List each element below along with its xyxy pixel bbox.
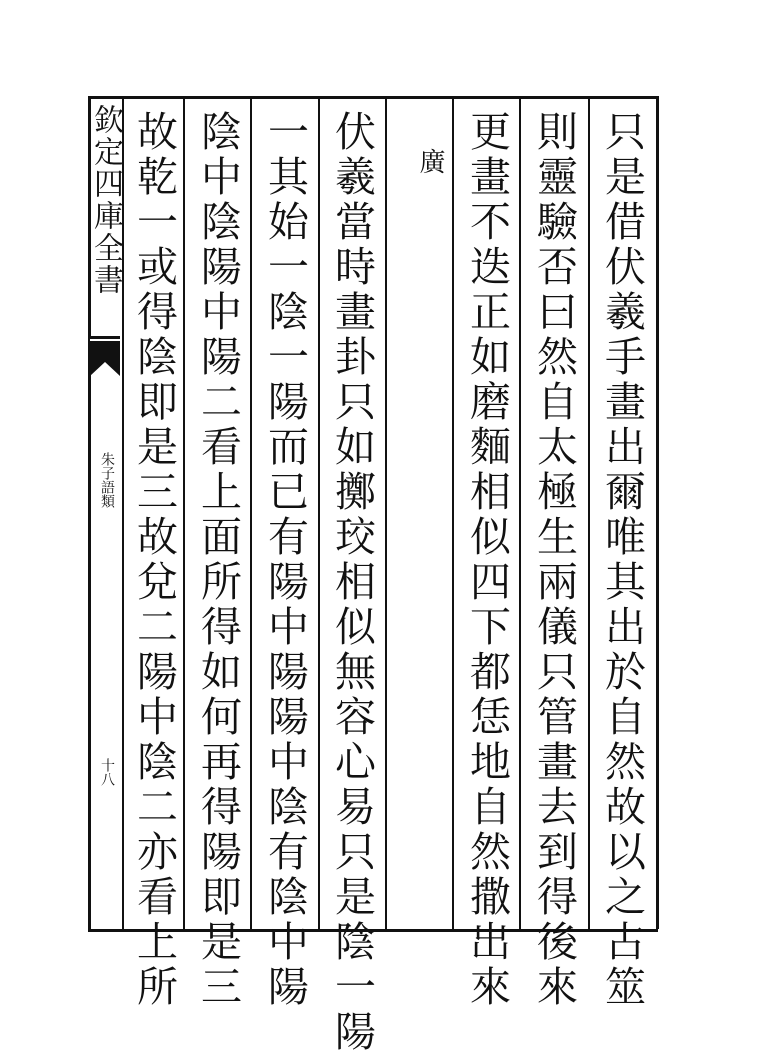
column-rule — [385, 96, 387, 929]
column-rule — [519, 96, 521, 929]
column-rule — [250, 96, 252, 929]
text-column: 故乾一或得陰即是三故兌二陽中陰二亦看上所 — [130, 110, 178, 1010]
column-rule — [318, 96, 320, 929]
collection-title: 欽定四庫全書 — [88, 104, 123, 296]
fishtail-mark-icon — [90, 336, 120, 376]
column-rule — [588, 96, 590, 929]
page-number: 十八 — [99, 758, 115, 786]
text-column: 則靈驗否曰然自太極生兩儀只管畫去到得後來 — [530, 110, 578, 1010]
text-column: 一其始一陰一陽而已有陽中陽陽中陰有陰中陽 — [261, 110, 309, 1010]
frame-right-rule — [656, 96, 659, 929]
text-column: 更畫不迭正如磨麵相似四下都恁地自然撒出來 — [463, 110, 511, 1010]
text-column: 伏羲當時畫卦只如擲珓相似無容心易只是陰一陽 — [328, 110, 376, 1055]
text-column: 陰中陰陽中陽二看上面所得如何再得陽即是三 — [194, 110, 242, 1010]
book-title: 朱子語類 — [99, 452, 115, 508]
author-note: 廣 — [415, 148, 445, 176]
text-column: 只是借伏羲手畫出爾唯其出於自然故以之占筮 — [598, 110, 646, 1010]
